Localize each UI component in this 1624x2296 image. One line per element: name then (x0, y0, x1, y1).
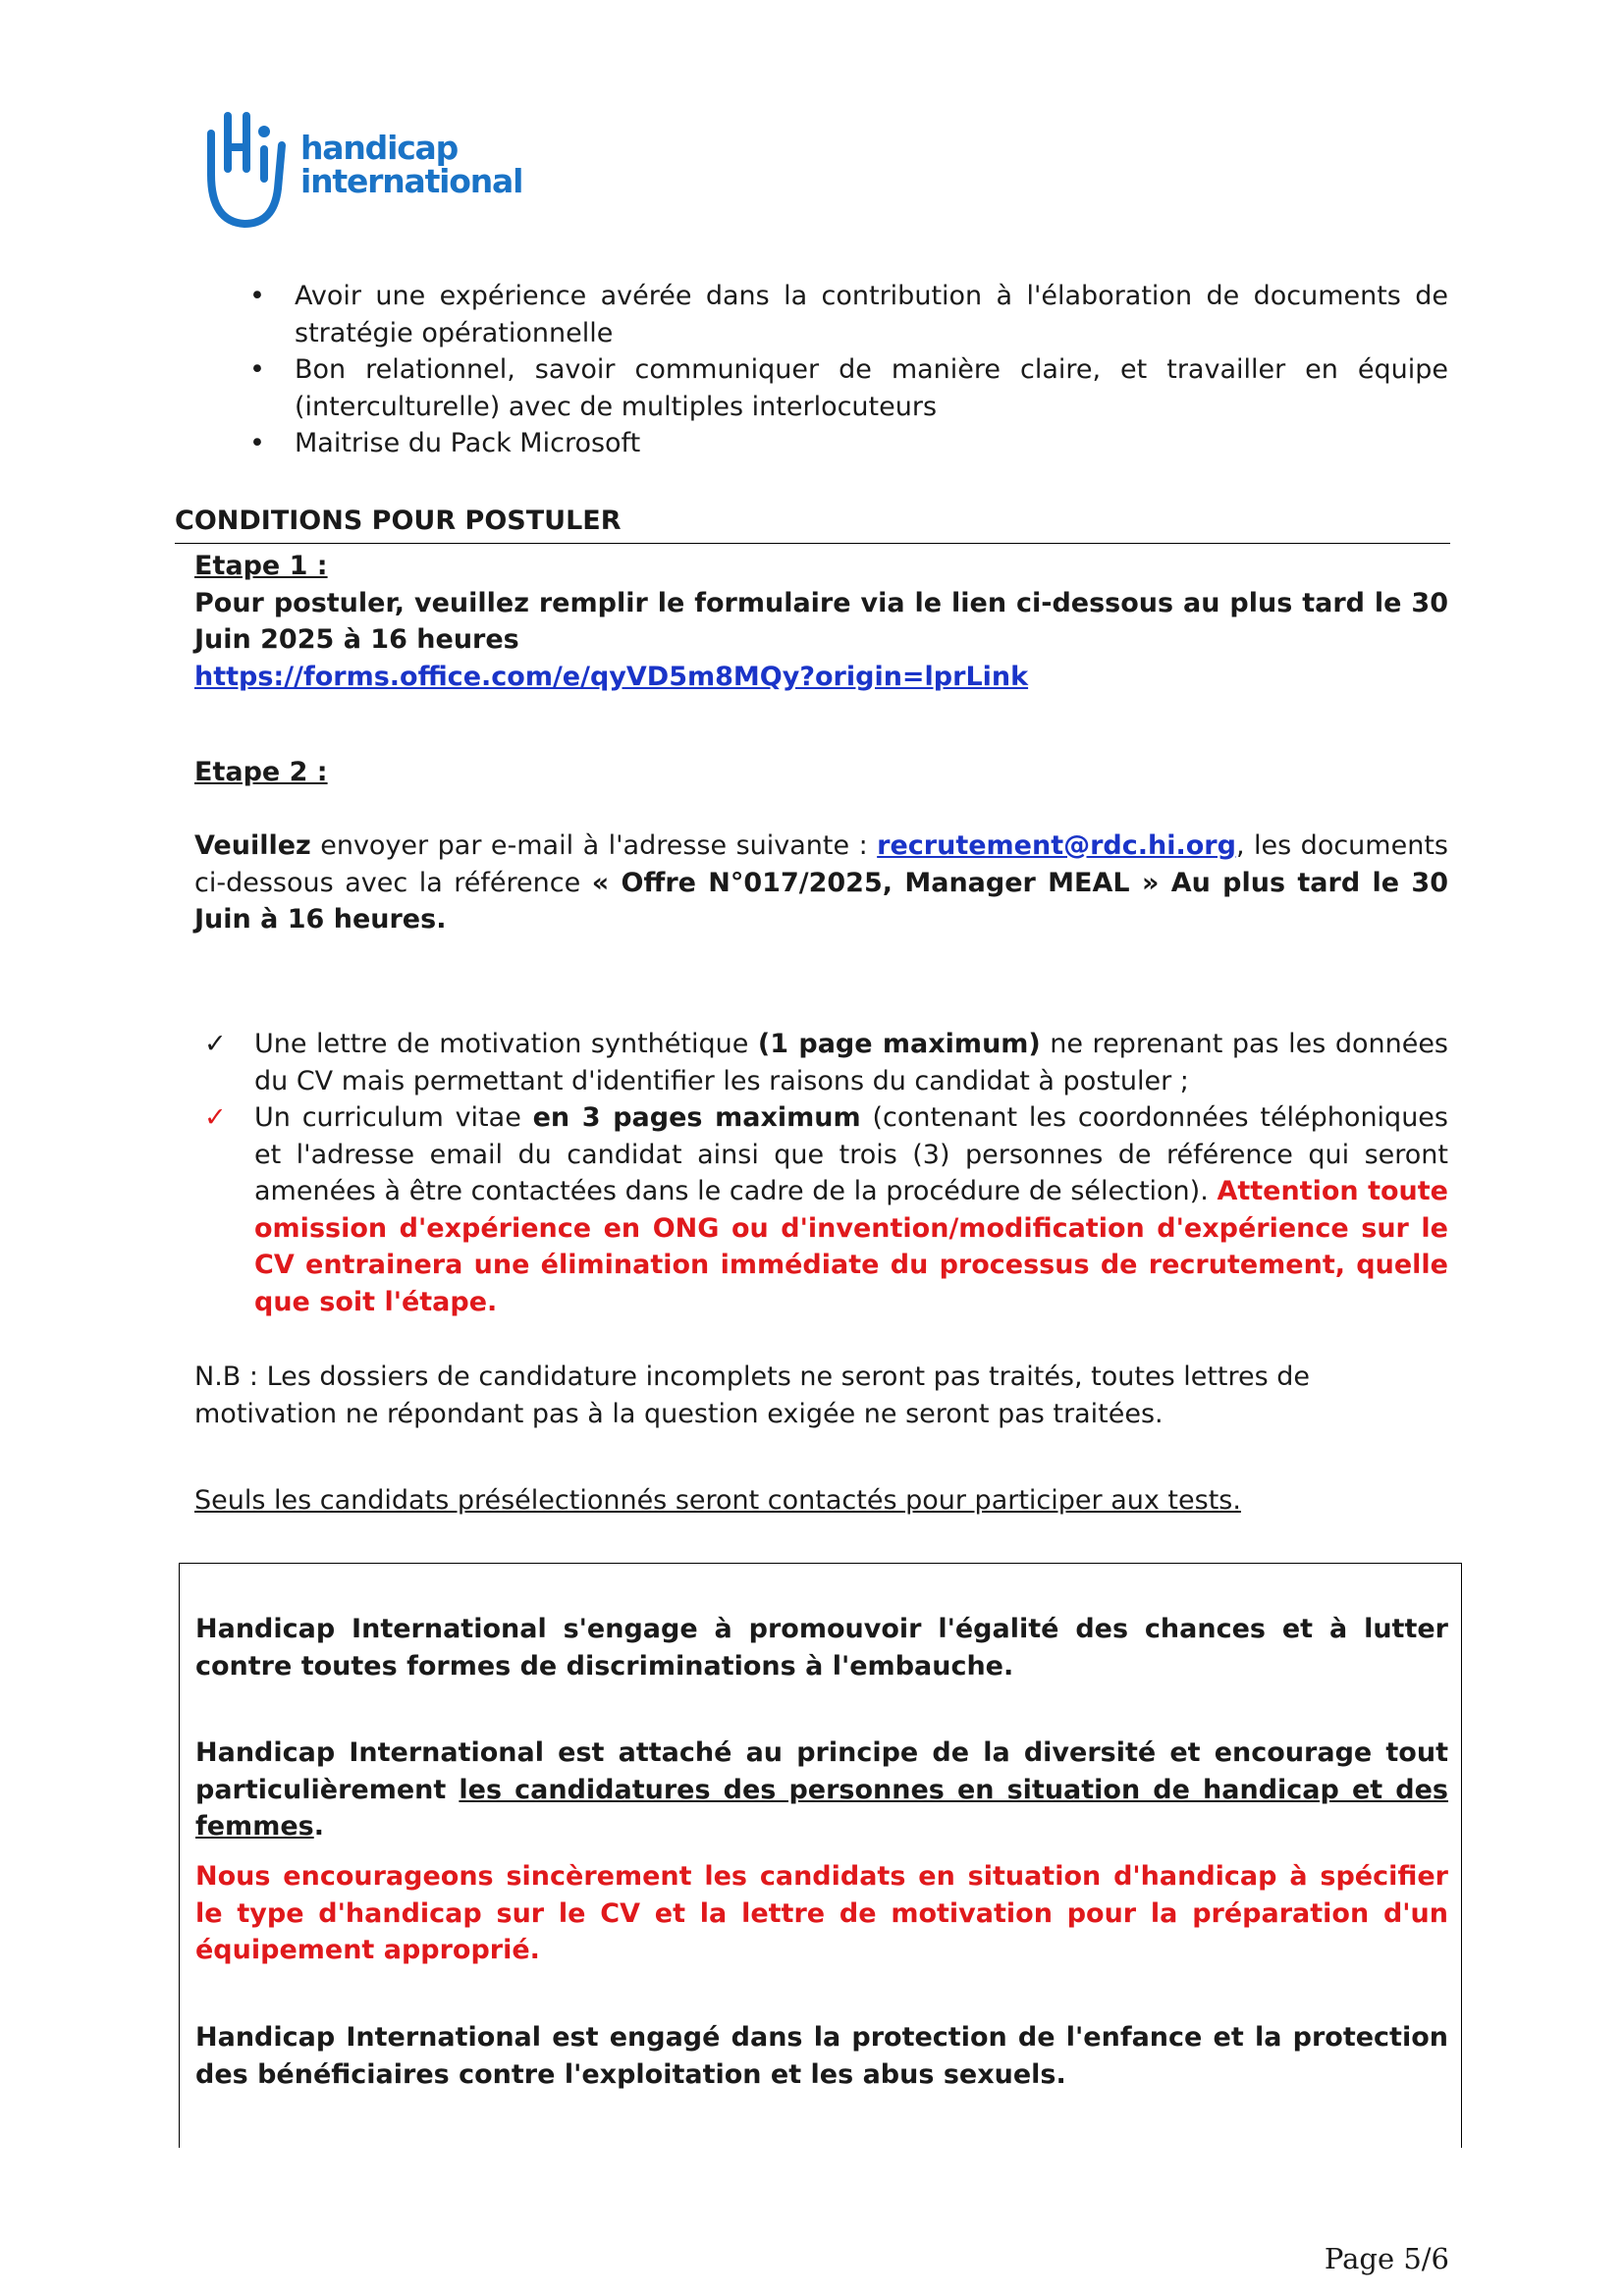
list-item (245, 351, 1448, 425)
etape-2-text-a: envoyer par e-mail à l'adresse suivante : (310, 830, 878, 861)
etape-2-lead: Veuillez (194, 830, 311, 861)
commitment-handicap-notice: Nous encourageons sincèrement les candidats en situation d'handicap à spécifier le type d'handicap sur le CV et la lettre de motivation pour la préparation d'un équipement approprié. (195, 1861, 1448, 1965)
bullet-icon: • (249, 428, 265, 458)
check-text-c: (contenant les coordonnées téléphoniques et l'adresse email du candidat ainsi que trois (3) personnes de référence qui seront amenées à être contactées dans le cadre de la procédure de sélection). (254, 1102, 1448, 1206)
section-title: CONDITIONS POUR POSTULER (175, 506, 622, 536)
diversity-end: . (313, 1811, 324, 1842)
section-divider (175, 543, 1450, 544)
logo-text-handicap: handicap (300, 129, 459, 167)
documents-list (201, 1026, 1448, 1320)
bullet-text: Avoir une expérience avérée dans la contribution à l'élaboration de documents de stratégie opérationnelle (295, 281, 1448, 348)
check-text-a: Un curriculum vitae (254, 1102, 533, 1133)
list-item (201, 1026, 1448, 1099)
warning-text: Attention toute omission d'expérience en ONG ou d'invention/modification d'expérience sur le CV entrainera une élimination immédiate du processus de recrutement, quelle que soit l'étape. (254, 1176, 1448, 1317)
bullet-icon: • (249, 354, 265, 385)
checkmark-icon: ✓ (204, 1029, 227, 1059)
list-item (245, 425, 1448, 462)
etape-1-text: Pour postuler, veuillez remplir le formulaire via le lien ci-dessous au plus tard le 30 Juin 2025 à 16 heures (194, 587, 1448, 655)
checkmark-icon: ✓ (204, 1102, 227, 1133)
check-text-a: Une lettre de motivation synthétique (254, 1029, 758, 1059)
check-text-c: ne reprenant pas les données du CV mais permettant d'identifier les raisons du candidat à postuler ; (254, 1029, 1448, 1096)
etape-2-reference: « Offre N°017/2025, Manager MEAL » Au plus tard le 30 Juin à 16 heures. (194, 867, 1448, 934)
diversity-underlined: les candidatures des personnes en situation de handicap et des femmes (195, 1774, 1448, 1842)
etape-2-text-b: , les documents ci-dessous avec la référence (194, 830, 1448, 898)
bullet-text: Bon relationnel, savoir communiquer de manière claire, et travailler en équipe (interculturelle) avec de multiples interlocuteurs (295, 354, 1448, 422)
etape-1 (194, 548, 1448, 695)
etape-1-label: Etape 1 : (194, 551, 328, 581)
commitment-equality: Handicap International s'engage à promouvoir l'égalité des chances et à lutter contre toutes formes de discriminations à l'embauche. (195, 1614, 1448, 1682)
email-link[interactable]: recrutement@rdc.hi.org (877, 830, 1236, 861)
etape-2-label-text: Etape 2 : (194, 757, 328, 787)
requirements-list (245, 278, 1448, 462)
check-text-b: (1 page maximum) (757, 1029, 1041, 1059)
page-number: Page 5/6 (1324, 2242, 1449, 2275)
list-item (245, 278, 1448, 351)
shortlist-note: Seuls les candidats présélectionnés seront contactés pour participer aux tests. (194, 1485, 1241, 1516)
commitment-box (179, 1563, 1462, 2148)
check-text-b: en 3 pages maximum (532, 1102, 861, 1133)
commitment-protection: Handicap International est engagé dans la protection de l'enfance et la protection des bénéficiaires contre l'exploitation et les abus sexuels. (195, 2022, 1448, 2090)
nb-note: N.B : Les dossiers de candidature incomplets ne seront pas traités, toutes lettres de motivation ne répondant pas à la question exigée ne seront pas traitées. (194, 1362, 1311, 1429)
form-link[interactable]: https://forms.office.com/e/qyVD5m8MQy?origin=lprLink (194, 661, 1029, 692)
hand-logo-icon (201, 106, 299, 234)
diversity-text: Handicap International est attaché au principe de la diversité et encourage tout particulièrement (195, 1737, 1448, 1805)
etape-2-label (194, 754, 328, 791)
bullet-text: Maitrise du Pack Microsoft (295, 428, 641, 458)
logo-text-international: international (300, 162, 523, 200)
bullet-icon: • (249, 281, 265, 311)
commitment-diversity (195, 1735, 1448, 1845)
list-item (201, 1099, 1448, 1320)
etape-2-text (194, 828, 1448, 938)
handicap-international-logo (201, 106, 535, 234)
